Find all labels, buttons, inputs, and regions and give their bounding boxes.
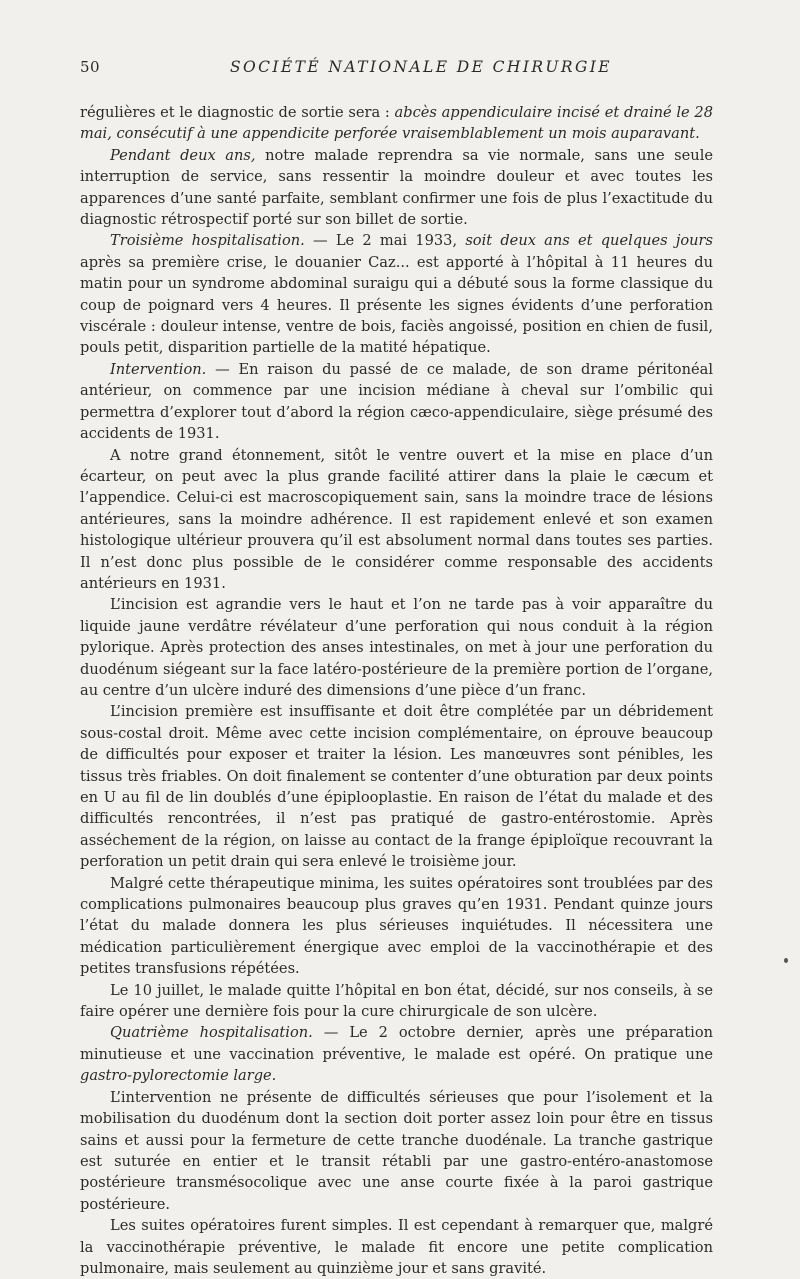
page-header <box>80 58 713 82</box>
paragraph-8: Malgré cette thérapeutique minima, les suites opératoires sont troublées par des complications pulmonaires beaucoup plus graves qu’en 1931. Pendant quinze jours l’état du malade donnera les plus sérieuses inquiétudes. Il nécessitera une médication particulièrement énergique avec emploi de la vaccinothérapie et des petites transfusions répétées. <box>80 874 713 978</box>
paragraph-3: Troisième hospitalisation. — Le 2 mai 1933, soit deux ans et quelques jours après sa première crise, le douanier Caz... est apporté à l’hôpital à 11 heures du matin pour un syndrome abdominal suraigu qui a débuté sous la forme classique du coup de poignard vers 4 heures. Il présente les signes évidents d’une perforation viscérale : douleur intense, ventre de bois, faciès angoissé, position en chien de fusil, pouls petit, disparition partielle de la matité hépatique. <box>80 232 714 357</box>
running-title: SOCIÉTÉ NATIONALE DE CHIRURGIE <box>230 58 612 76</box>
document-page <box>80 58 713 1279</box>
paragraph-6: L’incision est agrandie vers le haut et l’on ne tarde pas à voir apparaître du liquide jaune verdâtre révélateur d’une perforation qui nous conduit à la région pylorique. Après protection des anses intestinales, on met à jour une perforation du duodénum siégeant sur la face latéro-postérieure de la première portion de l’organe, au centre d’un ulcère induré des dimensions d’une pièce d’un franc. <box>80 596 713 699</box>
paragraph-12: Les suites opératoires furent simples. Il est cependant à remarquer que, malgré la vaccinothérapie préventive, le malade fit encore une petite complication pulmonaire, mais seulement au quinzième jour et sans gravité. <box>80 1217 713 1277</box>
paragraph-4: Intervention. — En raison du passé de ce malade, de son drame péritonéal antérieur, on commence par une incision médiane à cheval sur l’ombilic qui permettra d’explorer tout d’abord la région cæco-appendiculaire, siège présumé des accidents de 1931. <box>80 360 713 443</box>
body-text <box>80 102 713 1279</box>
page-number: 50 <box>80 58 101 76</box>
paragraph-11: L’intervention ne présente de difficultés sérieuses que pour l’isolement et la mobilisation du duodénum dont la section doit porter assez loin pour être en tissus sains et aussi pour la fermeture de cette tranche duodénale. La tranche gastrique est suturée en entier et le transit rétabli par une gastro-entéro-anastomose postérieure transmésocolique avec une anse courte fixée à la paroi gastrique postérieure. <box>80 1088 713 1213</box>
paragraph-9: Le 10 juillet, le malade quitte l’hôpital en bon état, décidé, sur nos conseils, à se faire opérer une dernière fois pour la cure chirurgicale de son ulcère. <box>80 981 713 1021</box>
margin-ink-dot <box>784 958 788 963</box>
paragraph-7: L’incision première est insuffisante et doit être complétée par un débridement sous-costal droit. Même avec cette incision complémentaire, on éprouve beaucoup de difficultés pour exposer et traiter la lésion. Les manœuvres sont pénibles, les tissus très friables. On doit finalement se contenter d’une obturation par deux points en U au fil de lin doublés d’une épiplooplastie. En raison de l’état du malade et des difficultés rencontrées, il n’est pas pratiqué de gastro-entérostomie. Après asséchement de la région, on laisse au contact de la frange épiploïque recouvrant la perforation un petit drain qui sera enlevé le troisième jour. <box>80 703 713 871</box>
paragraph-2: Pendant deux ans, notre malade reprendra sa vie normale, sans une seule interruption de service, sans ressentir la moindre douleur et avec toutes les apparences d’une santé parfaite, semblant confirmer une fois de plus l’exactitude du diagnostic rétrospectif porté sur son billet de sortie. <box>80 146 713 229</box>
paragraph-1: régulières et le diagnostic de sortie sera : abcès appendiculaire incisé et drainé le 28 mai, consécutif à une appendicite perforée vraisemblablement un mois auparavant. <box>80 104 713 143</box>
paragraph-10: Quatrième hospitalisation. — Le 2 octobre dernier, après une préparation minutieuse et une vaccination préventive, le malade est opéré. On pratique une gastro-pylorectomie large. <box>80 1024 713 1085</box>
paragraph-5: A notre grand étonnement, sitôt le ventre ouvert et la mise en place d’un écarteur, on peut avec la plus grande facilité attirer dans la plaie le cæcum et l’appendice. Celui-ci est macroscopiquement sain, sans la moindre trace de lésions antérieures, sans la moindre adhérence. Il est rapidement enlevé et son examen histologique ultérieur prouvera qu’il est absolument normal dans toutes ses parties. Il n’est donc plus possible de le considérer comme responsable des accidents antérieurs en 1931. <box>80 446 713 592</box>
